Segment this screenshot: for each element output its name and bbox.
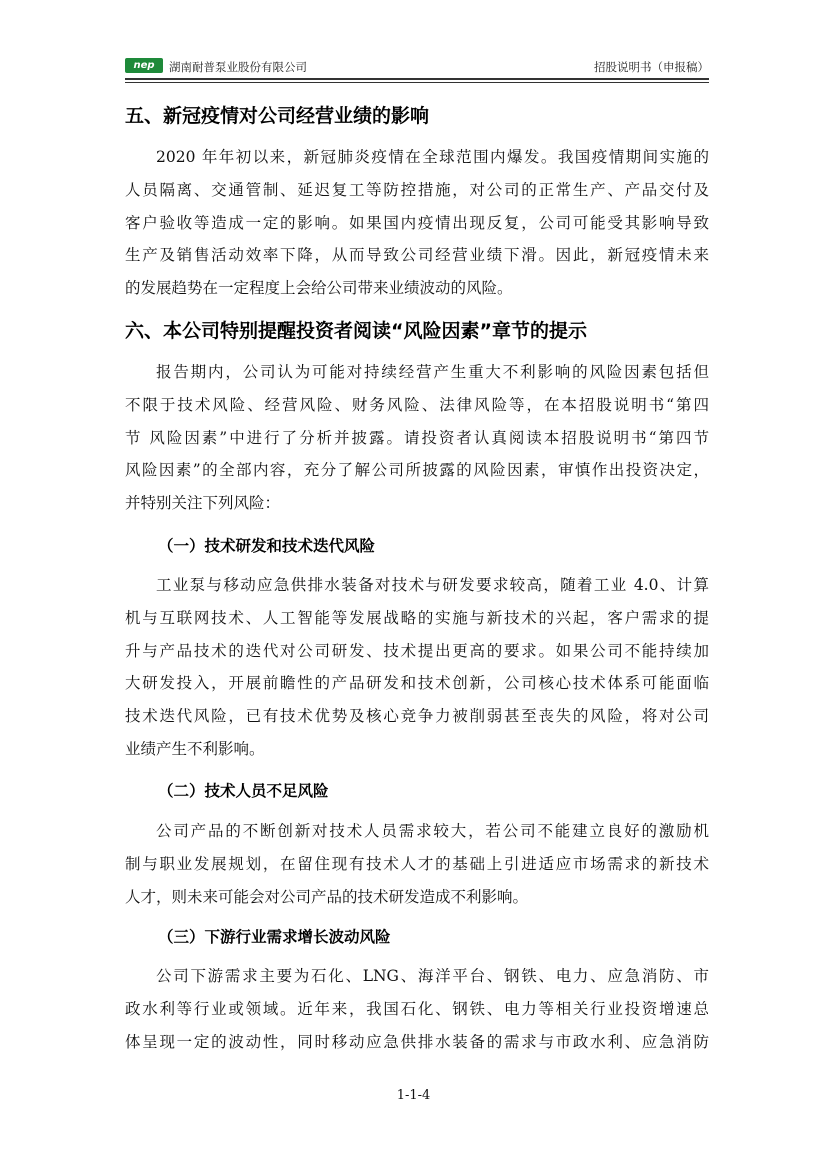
company-name: 湖南耐普泵业股份有限公司 <box>169 60 307 74</box>
text-line: 公司下游需求主要为石化、LNG、海洋平台、钢铁、电力、应急消防、市 <box>156 967 709 985</box>
subsection-heading: （一）技术研发和技术迭代风险 <box>158 537 376 555</box>
subsection-paragraph <box>125 960 709 1058</box>
text-line: 并特别关注下列风险： <box>125 494 281 513</box>
section-paragraph <box>125 356 709 520</box>
subsection-heading: （二）技术人员不足风险 <box>158 782 329 800</box>
text-line: 客户验收等造成一定的影响。如果国内疫情出现反复，公司可能受其影响导致 <box>125 213 709 232</box>
text-line: 2020 年年初以来，新冠肺炎疫情在全球范围内爆发。我国疫情期间实施的 <box>156 148 709 166</box>
subsection-heading: （三）下游行业需求增长波动风险 <box>158 928 391 946</box>
text-line: 体呈现一定的波动性，同时移动应急供排水装备的需求与市政水利、应急消防 <box>125 1032 709 1051</box>
text-line: 风险因素”的全部内容，充分了解公司所披露的风险因素，审慎作出投资决定， <box>125 461 709 480</box>
text-line: 升与产品技术的迭代对公司研发、技术提出更高的要求。如果公司不能持续加 <box>125 641 709 660</box>
text-line: 生产及销售活动效率下降，从而导致公司经营业绩下滑。因此，新冠疫情未来 <box>125 246 709 265</box>
text-line: 政水利等行业或领域。近年来，我国石化、钢铁、电力等相关行业投资增速总 <box>125 999 709 1018</box>
text-line: 报告期内，公司认为可能对持续经营产生重大不利影响的风险因素包括但 <box>156 363 709 381</box>
text-line: 节 风险因素”中进行了分析并披露。请投资者认真阅读本招股说明书“第四节 <box>125 428 709 447</box>
text-line: 的发展趋势在一定程度上会给公司带来业绩波动的风险。 <box>125 279 513 298</box>
section-heading: 五、新冠疫情对公司经营业绩的影响 <box>125 105 430 127</box>
text-line: 人员隔离、交通管制、延迟复工等防控措施，对公司的正常生产、产品交付及 <box>125 180 709 199</box>
company-logo: nep <box>125 58 163 73</box>
subsection-paragraph <box>125 815 709 913</box>
header-rule-thick <box>125 78 709 80</box>
text-line: 业绩产生不利影响。 <box>125 739 265 758</box>
text-line: 人才，则未来可能会对公司产品的技术研发造成不利影响。 <box>125 887 529 906</box>
text-line: 工业泵与移动应急供排水装备对技术与研发要求较高，随着工业 4.0、计算 <box>156 576 709 594</box>
text-line: 大研发投入，开展前瞻性的产品研发和技术创新，公司核心技术体系可能面临 <box>125 674 709 693</box>
text-line: 公司产品的不断创新对技术人员需求较大，若公司不能建立良好的激励机 <box>156 822 709 840</box>
text-line: 技术迭代风险，已有技术优势及核心竞争力被削弱甚至丧失的风险，将对公司 <box>125 707 709 726</box>
page-number: 1-1-4 <box>396 1088 431 1103</box>
subsection-paragraph <box>125 569 709 766</box>
document-type: 招股说明书（申报稿） <box>594 60 709 74</box>
text-line: 制与职业发展规划，在留住现有技术人才的基础上引进适应市场需求的新技术 <box>125 854 709 873</box>
section-paragraph <box>125 141 709 305</box>
text-line: 机与互联网技术、人工智能等发展战略的实施与新技术的兴起，客户需求的提 <box>125 608 709 627</box>
section-heading: 六、本公司特别提醒投资者阅读“风险因素”章节的提示 <box>125 320 587 342</box>
header-rule-thin <box>125 82 709 83</box>
text-line: 不限于技术风险、经营风险、财务风险、法律风险等，在本招股说明书“第四 <box>125 395 709 414</box>
